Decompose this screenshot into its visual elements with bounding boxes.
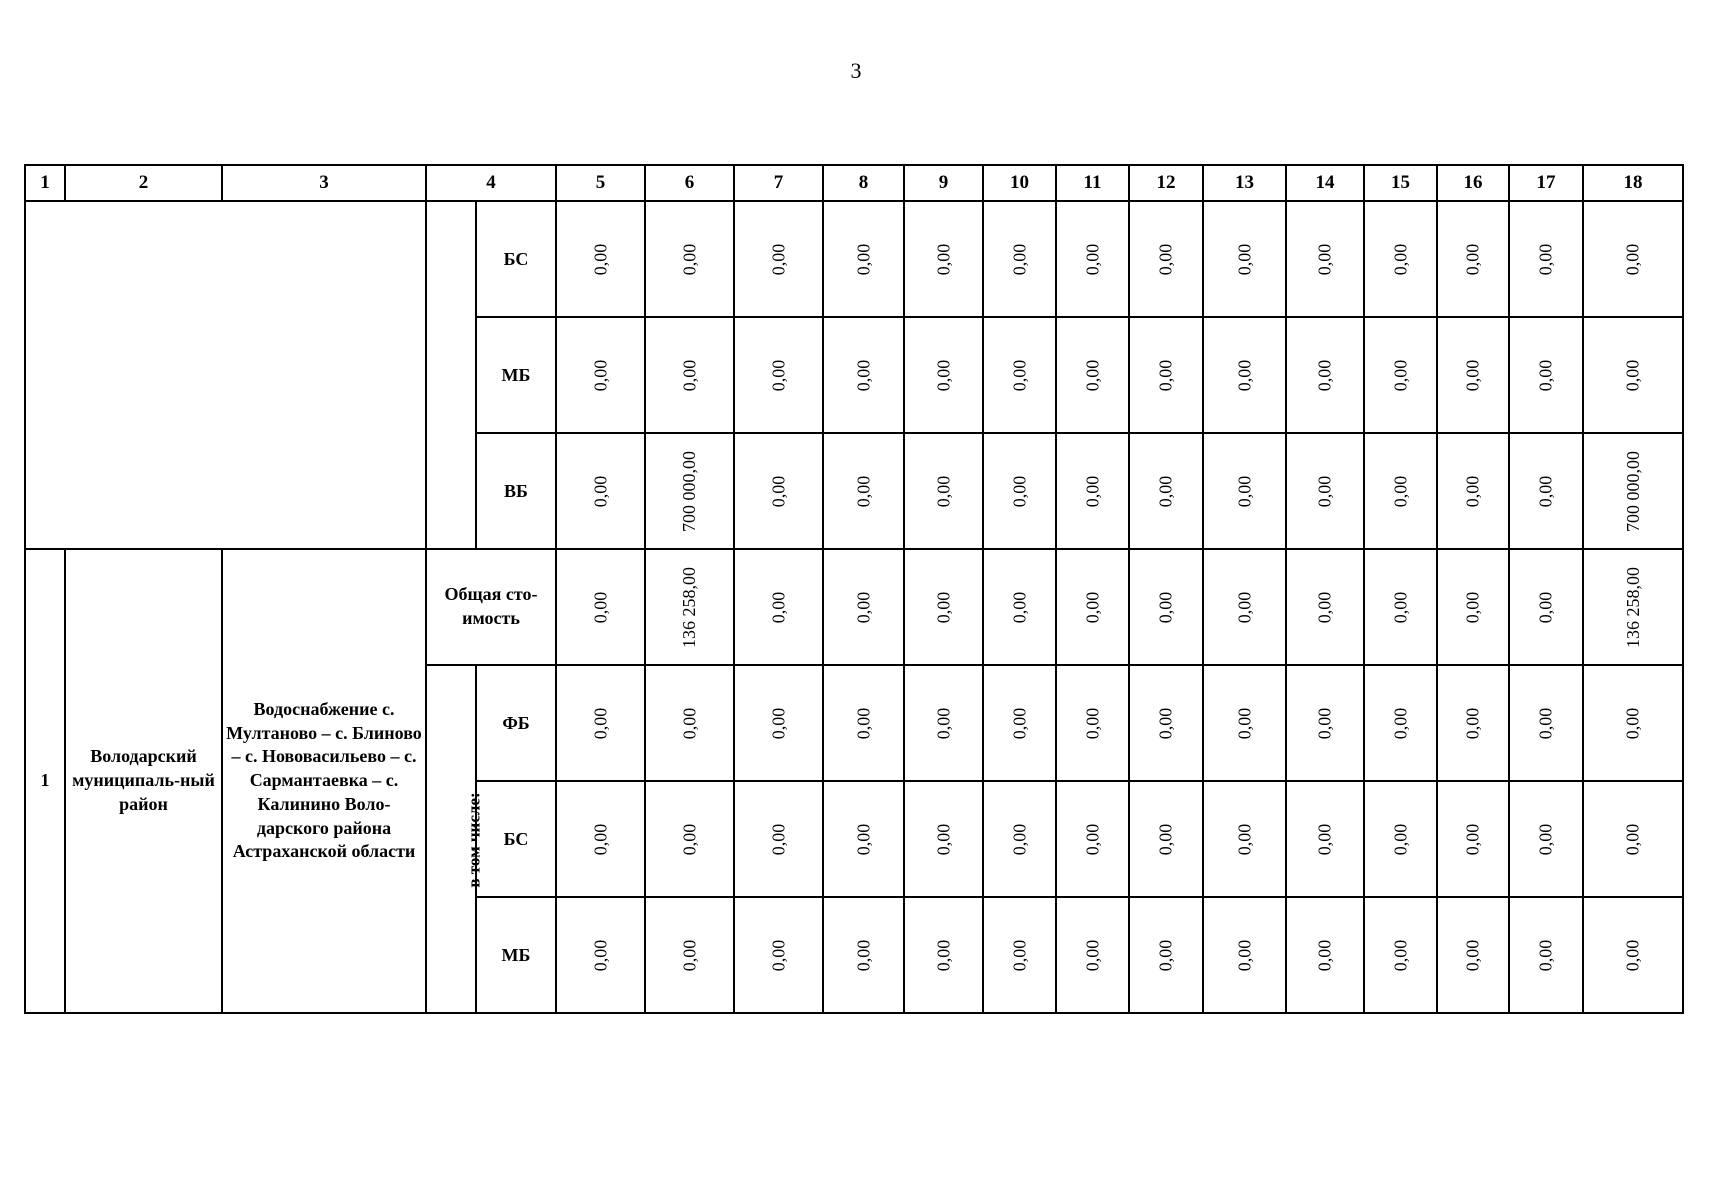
value-cell bbox=[904, 897, 983, 1013]
value-cell bbox=[983, 665, 1056, 781]
value-cell bbox=[1437, 201, 1509, 317]
cell-value: 0,00 bbox=[590, 823, 610, 855]
value-cell bbox=[1509, 201, 1583, 317]
cell-value: 0,00 bbox=[590, 243, 610, 275]
cell-value: 0,00 bbox=[1082, 243, 1102, 275]
table-row bbox=[25, 549, 1683, 665]
cell-value: 0,00 bbox=[1462, 823, 1483, 855]
cell-value: 0,00 bbox=[853, 939, 873, 971]
cell-value: 0,00 bbox=[1462, 359, 1483, 391]
value-cell bbox=[983, 897, 1056, 1013]
value-cell bbox=[556, 201, 645, 317]
cell-value: 0,00 bbox=[1009, 359, 1029, 391]
label-text: МБ bbox=[501, 944, 531, 965]
empty-merged-cell bbox=[25, 201, 426, 549]
value-cell bbox=[1583, 317, 1683, 433]
cell-value: 0,00 bbox=[1009, 823, 1029, 855]
value-cell bbox=[645, 201, 734, 317]
project-name: Водоснабжение с. Мултаново – с. Блиново – с. Нововасильево – с. Сармантаевка – с. Калинино Воло-дарского района Астраханской области bbox=[222, 549, 426, 1013]
column-number: 11 bbox=[1056, 165, 1129, 201]
value-cell bbox=[1509, 665, 1583, 781]
cell-value: 0,00 bbox=[853, 243, 873, 275]
column-number: 15 bbox=[1364, 165, 1437, 201]
value-cell bbox=[904, 665, 983, 781]
value-cell bbox=[1509, 781, 1583, 897]
label-text: ФБ bbox=[502, 712, 530, 733]
value-cell bbox=[1129, 781, 1203, 897]
cell-value: 0,00 bbox=[1314, 823, 1335, 855]
value-cell bbox=[1056, 665, 1129, 781]
value-cell bbox=[823, 665, 904, 781]
cell-value: 0,00 bbox=[1234, 823, 1254, 855]
value-cell bbox=[1056, 317, 1129, 433]
value-cell bbox=[1364, 317, 1437, 433]
cell-value: 0,00 bbox=[933, 243, 953, 275]
value-cell bbox=[556, 665, 645, 781]
cell-value: 0,00 bbox=[1535, 475, 1556, 507]
cell-value: 0,00 bbox=[1390, 359, 1410, 391]
value-cell bbox=[645, 433, 734, 549]
cell-value: 0,00 bbox=[679, 359, 699, 391]
cell-value: 0,00 bbox=[1082, 939, 1102, 971]
cell-value: 0,00 bbox=[590, 591, 610, 623]
cell-value: 0,00 bbox=[679, 707, 699, 739]
cell-value: 0,00 bbox=[1234, 243, 1254, 275]
value-cell bbox=[1203, 317, 1286, 433]
cell-value: 0,00 bbox=[933, 823, 953, 855]
empty-group-cell bbox=[426, 201, 476, 549]
cell-value: 0,00 bbox=[768, 823, 788, 855]
cell-value: 0,00 bbox=[1234, 359, 1254, 391]
value-cell bbox=[1509, 317, 1583, 433]
cell-value: 0,00 bbox=[933, 939, 953, 971]
value-cell bbox=[1129, 897, 1203, 1013]
value-cell bbox=[1509, 897, 1583, 1013]
cell-value: 0,00 bbox=[1009, 591, 1029, 623]
value-cell bbox=[734, 433, 823, 549]
value-cell bbox=[1364, 201, 1437, 317]
column-number-row bbox=[25, 165, 1683, 201]
column-number: 9 bbox=[904, 165, 983, 201]
cell-value: 0,00 bbox=[1622, 939, 1643, 971]
cell-value: 0,00 bbox=[1314, 939, 1335, 971]
cell-value: 0,00 bbox=[1234, 707, 1254, 739]
value-cell bbox=[1203, 549, 1286, 665]
cell-value: 0,00 bbox=[1462, 939, 1483, 971]
label-text: МБ bbox=[501, 364, 531, 385]
cell-value: 0,00 bbox=[933, 359, 953, 391]
cell-value: 0,00 bbox=[768, 243, 788, 275]
cell-value: 0,00 bbox=[1155, 591, 1176, 623]
cell-value: 0,00 bbox=[1462, 475, 1483, 507]
value-cell bbox=[1056, 781, 1129, 897]
value-cell bbox=[904, 317, 983, 433]
value-cell bbox=[823, 781, 904, 897]
total-cost-label: Общая сто-имость bbox=[426, 549, 556, 665]
value-cell bbox=[734, 549, 823, 665]
column-number: 3 bbox=[222, 165, 426, 201]
value-cell bbox=[823, 549, 904, 665]
value-cell bbox=[1286, 897, 1364, 1013]
cell-value: 0,00 bbox=[1535, 939, 1556, 971]
column-number: 1 bbox=[25, 165, 65, 201]
value-cell bbox=[1286, 781, 1364, 897]
value-cell bbox=[1203, 433, 1286, 549]
cell-value: 0,00 bbox=[1535, 707, 1556, 739]
value-cell bbox=[1437, 897, 1509, 1013]
value-cell bbox=[1286, 665, 1364, 781]
value-cell bbox=[556, 897, 645, 1013]
row-number: 1 bbox=[25, 549, 65, 1013]
value-cell bbox=[1129, 665, 1203, 781]
funding-source-label bbox=[476, 897, 556, 1013]
funding-source-label bbox=[476, 433, 556, 549]
cell-value: 0,00 bbox=[1082, 359, 1102, 391]
cell-value: 700 000,00 bbox=[1622, 450, 1643, 532]
value-cell bbox=[823, 201, 904, 317]
value-cell bbox=[823, 897, 904, 1013]
value-cell bbox=[1056, 433, 1129, 549]
value-cell bbox=[1129, 549, 1203, 665]
cell-value: 0,00 bbox=[1622, 823, 1643, 855]
value-cell bbox=[734, 201, 823, 317]
value-cell bbox=[1364, 433, 1437, 549]
cell-value: 0,00 bbox=[768, 707, 788, 739]
value-cell bbox=[1129, 433, 1203, 549]
column-number: 7 bbox=[734, 165, 823, 201]
cell-value: 0,00 bbox=[1234, 475, 1254, 507]
cell-value: 0,00 bbox=[1314, 243, 1335, 275]
value-cell bbox=[1437, 549, 1509, 665]
value-cell bbox=[1286, 433, 1364, 549]
value-cell bbox=[1437, 781, 1509, 897]
value-cell bbox=[823, 433, 904, 549]
value-cell bbox=[556, 317, 645, 433]
cell-value: 0,00 bbox=[768, 359, 788, 391]
value-cell bbox=[1509, 549, 1583, 665]
value-cell bbox=[645, 317, 734, 433]
cell-value: 0,00 bbox=[853, 707, 873, 739]
cell-value: 0,00 bbox=[1155, 707, 1176, 739]
cell-value: 0,00 bbox=[1390, 591, 1410, 623]
value-cell bbox=[1437, 433, 1509, 549]
value-cell bbox=[983, 781, 1056, 897]
cell-value: 0,00 bbox=[1082, 475, 1102, 507]
table-row bbox=[25, 201, 1683, 317]
cell-value: 0,00 bbox=[853, 475, 873, 507]
value-cell bbox=[734, 317, 823, 433]
column-number: 18 bbox=[1583, 165, 1683, 201]
value-cell bbox=[1203, 897, 1286, 1013]
value-cell bbox=[904, 549, 983, 665]
value-cell bbox=[556, 781, 645, 897]
value-cell bbox=[1129, 201, 1203, 317]
cell-value: 700 000,00 bbox=[679, 450, 699, 532]
cell-value: 0,00 bbox=[1622, 243, 1643, 275]
cell-value: 0,00 bbox=[1314, 359, 1335, 391]
value-cell bbox=[1203, 781, 1286, 897]
cell-value: 0,00 bbox=[1234, 939, 1254, 971]
value-cell bbox=[983, 549, 1056, 665]
page-number: 3 bbox=[850, 58, 862, 83]
cell-value: 0,00 bbox=[1314, 475, 1335, 507]
district-name: Володарский муниципаль-ный район bbox=[65, 549, 222, 1013]
column-number: 6 bbox=[645, 165, 734, 201]
column-number: 5 bbox=[556, 165, 645, 201]
cell-value: 0,00 bbox=[1082, 591, 1102, 623]
cell-value: 0,00 bbox=[1155, 939, 1176, 971]
cell-value: 0,00 bbox=[1390, 823, 1410, 855]
column-number: 10 bbox=[983, 165, 1056, 201]
cell-value: 0,00 bbox=[1155, 823, 1176, 855]
cell-value: 0,00 bbox=[1155, 359, 1176, 391]
cell-value: 0,00 bbox=[768, 939, 788, 971]
value-cell bbox=[1583, 549, 1683, 665]
value-cell bbox=[734, 665, 823, 781]
cell-value: 0,00 bbox=[1622, 359, 1643, 391]
cell-value: 0,00 bbox=[679, 823, 699, 855]
cell-value: 0,00 bbox=[1462, 243, 1483, 275]
cell-value: 0,00 bbox=[933, 591, 953, 623]
value-cell bbox=[1509, 433, 1583, 549]
label-text: БС bbox=[503, 828, 529, 849]
budget-table bbox=[24, 164, 1684, 1014]
cell-value: 136 258,00 bbox=[679, 566, 699, 648]
value-cell bbox=[1583, 433, 1683, 549]
cell-value: 0,00 bbox=[590, 359, 610, 391]
cell-value: 0,00 bbox=[1155, 243, 1176, 275]
column-number: 13 bbox=[1203, 165, 1286, 201]
value-cell bbox=[1364, 781, 1437, 897]
funding-source-label bbox=[476, 201, 556, 317]
cell-value: 0,00 bbox=[1622, 707, 1643, 739]
value-cell bbox=[645, 897, 734, 1013]
column-number: 2 bbox=[65, 165, 222, 201]
cell-value: 0,00 bbox=[1314, 591, 1335, 623]
cell-value: 0,00 bbox=[1314, 707, 1335, 739]
funding-source-label bbox=[476, 317, 556, 433]
value-cell bbox=[904, 781, 983, 897]
cell-value: 0,00 bbox=[1009, 243, 1029, 275]
value-cell bbox=[1437, 317, 1509, 433]
cell-value: 0,00 bbox=[768, 591, 788, 623]
cell-value: 0,00 bbox=[1009, 475, 1029, 507]
cell-value: 0,00 bbox=[1462, 591, 1483, 623]
value-cell bbox=[645, 665, 734, 781]
value-cell bbox=[1286, 317, 1364, 433]
column-number: 17 bbox=[1509, 165, 1583, 201]
column-number: 14 bbox=[1286, 165, 1364, 201]
including-label: в том числе: bbox=[464, 791, 484, 888]
value-cell bbox=[1364, 665, 1437, 781]
cell-value: 0,00 bbox=[1390, 707, 1410, 739]
value-cell bbox=[645, 549, 734, 665]
column-number: 4 bbox=[426, 165, 556, 201]
value-cell bbox=[734, 897, 823, 1013]
label-text: ВБ bbox=[504, 480, 528, 501]
value-cell bbox=[904, 433, 983, 549]
cell-value: 0,00 bbox=[853, 359, 873, 391]
value-cell bbox=[645, 781, 734, 897]
value-cell bbox=[1129, 317, 1203, 433]
value-cell bbox=[1583, 665, 1683, 781]
cell-value: 0,00 bbox=[590, 939, 610, 971]
value-cell bbox=[823, 317, 904, 433]
value-cell bbox=[983, 201, 1056, 317]
cell-value: 0,00 bbox=[1535, 823, 1556, 855]
cell-value: 0,00 bbox=[1390, 475, 1410, 507]
cell-value: 136 258,00 bbox=[1622, 566, 1643, 648]
value-cell bbox=[983, 317, 1056, 433]
value-cell bbox=[904, 201, 983, 317]
value-cell bbox=[734, 781, 823, 897]
cell-value: 0,00 bbox=[1155, 475, 1176, 507]
cell-value: 0,00 bbox=[1234, 591, 1254, 623]
cell-value: 0,00 bbox=[1535, 591, 1556, 623]
funding-source-label bbox=[476, 781, 556, 897]
cell-value: 0,00 bbox=[768, 475, 788, 507]
cell-value: 0,00 bbox=[933, 475, 953, 507]
value-cell bbox=[983, 433, 1056, 549]
cell-value: 0,00 bbox=[1390, 939, 1410, 971]
cell-value: 0,00 bbox=[590, 475, 610, 507]
cell-value: 0,00 bbox=[1082, 707, 1102, 739]
column-number: 8 bbox=[823, 165, 904, 201]
value-cell bbox=[1203, 665, 1286, 781]
value-cell bbox=[1364, 549, 1437, 665]
cell-value: 0,00 bbox=[1462, 707, 1483, 739]
value-cell bbox=[1056, 201, 1129, 317]
value-cell bbox=[556, 433, 645, 549]
value-cell bbox=[1286, 549, 1364, 665]
label-text: БС bbox=[503, 248, 529, 269]
value-cell bbox=[1364, 897, 1437, 1013]
cell-value: 0,00 bbox=[1390, 243, 1410, 275]
column-number: 16 bbox=[1437, 165, 1509, 201]
cell-value: 0,00 bbox=[1009, 939, 1029, 971]
cell-value: 0,00 bbox=[590, 707, 610, 739]
value-cell bbox=[1437, 665, 1509, 781]
cell-value: 0,00 bbox=[853, 823, 873, 855]
cell-value: 0,00 bbox=[1082, 823, 1102, 855]
value-cell bbox=[1583, 897, 1683, 1013]
value-cell bbox=[1286, 201, 1364, 317]
cell-value: 0,00 bbox=[1535, 243, 1556, 275]
value-cell bbox=[1583, 201, 1683, 317]
cell-value: 0,00 bbox=[933, 707, 953, 739]
cell-value: 0,00 bbox=[1009, 707, 1029, 739]
value-cell bbox=[556, 549, 645, 665]
value-cell bbox=[1203, 201, 1286, 317]
cell-value: 0,00 bbox=[679, 939, 699, 971]
value-cell bbox=[1056, 549, 1129, 665]
funding-source-label bbox=[476, 665, 556, 781]
value-cell bbox=[1056, 897, 1129, 1013]
cell-value: 0,00 bbox=[679, 243, 699, 275]
including-label-cell bbox=[426, 665, 484, 1013]
cell-value: 0,00 bbox=[853, 591, 873, 623]
cell-value: 0,00 bbox=[1535, 359, 1556, 391]
value-cell bbox=[1583, 781, 1683, 897]
column-number: 12 bbox=[1129, 165, 1203, 201]
